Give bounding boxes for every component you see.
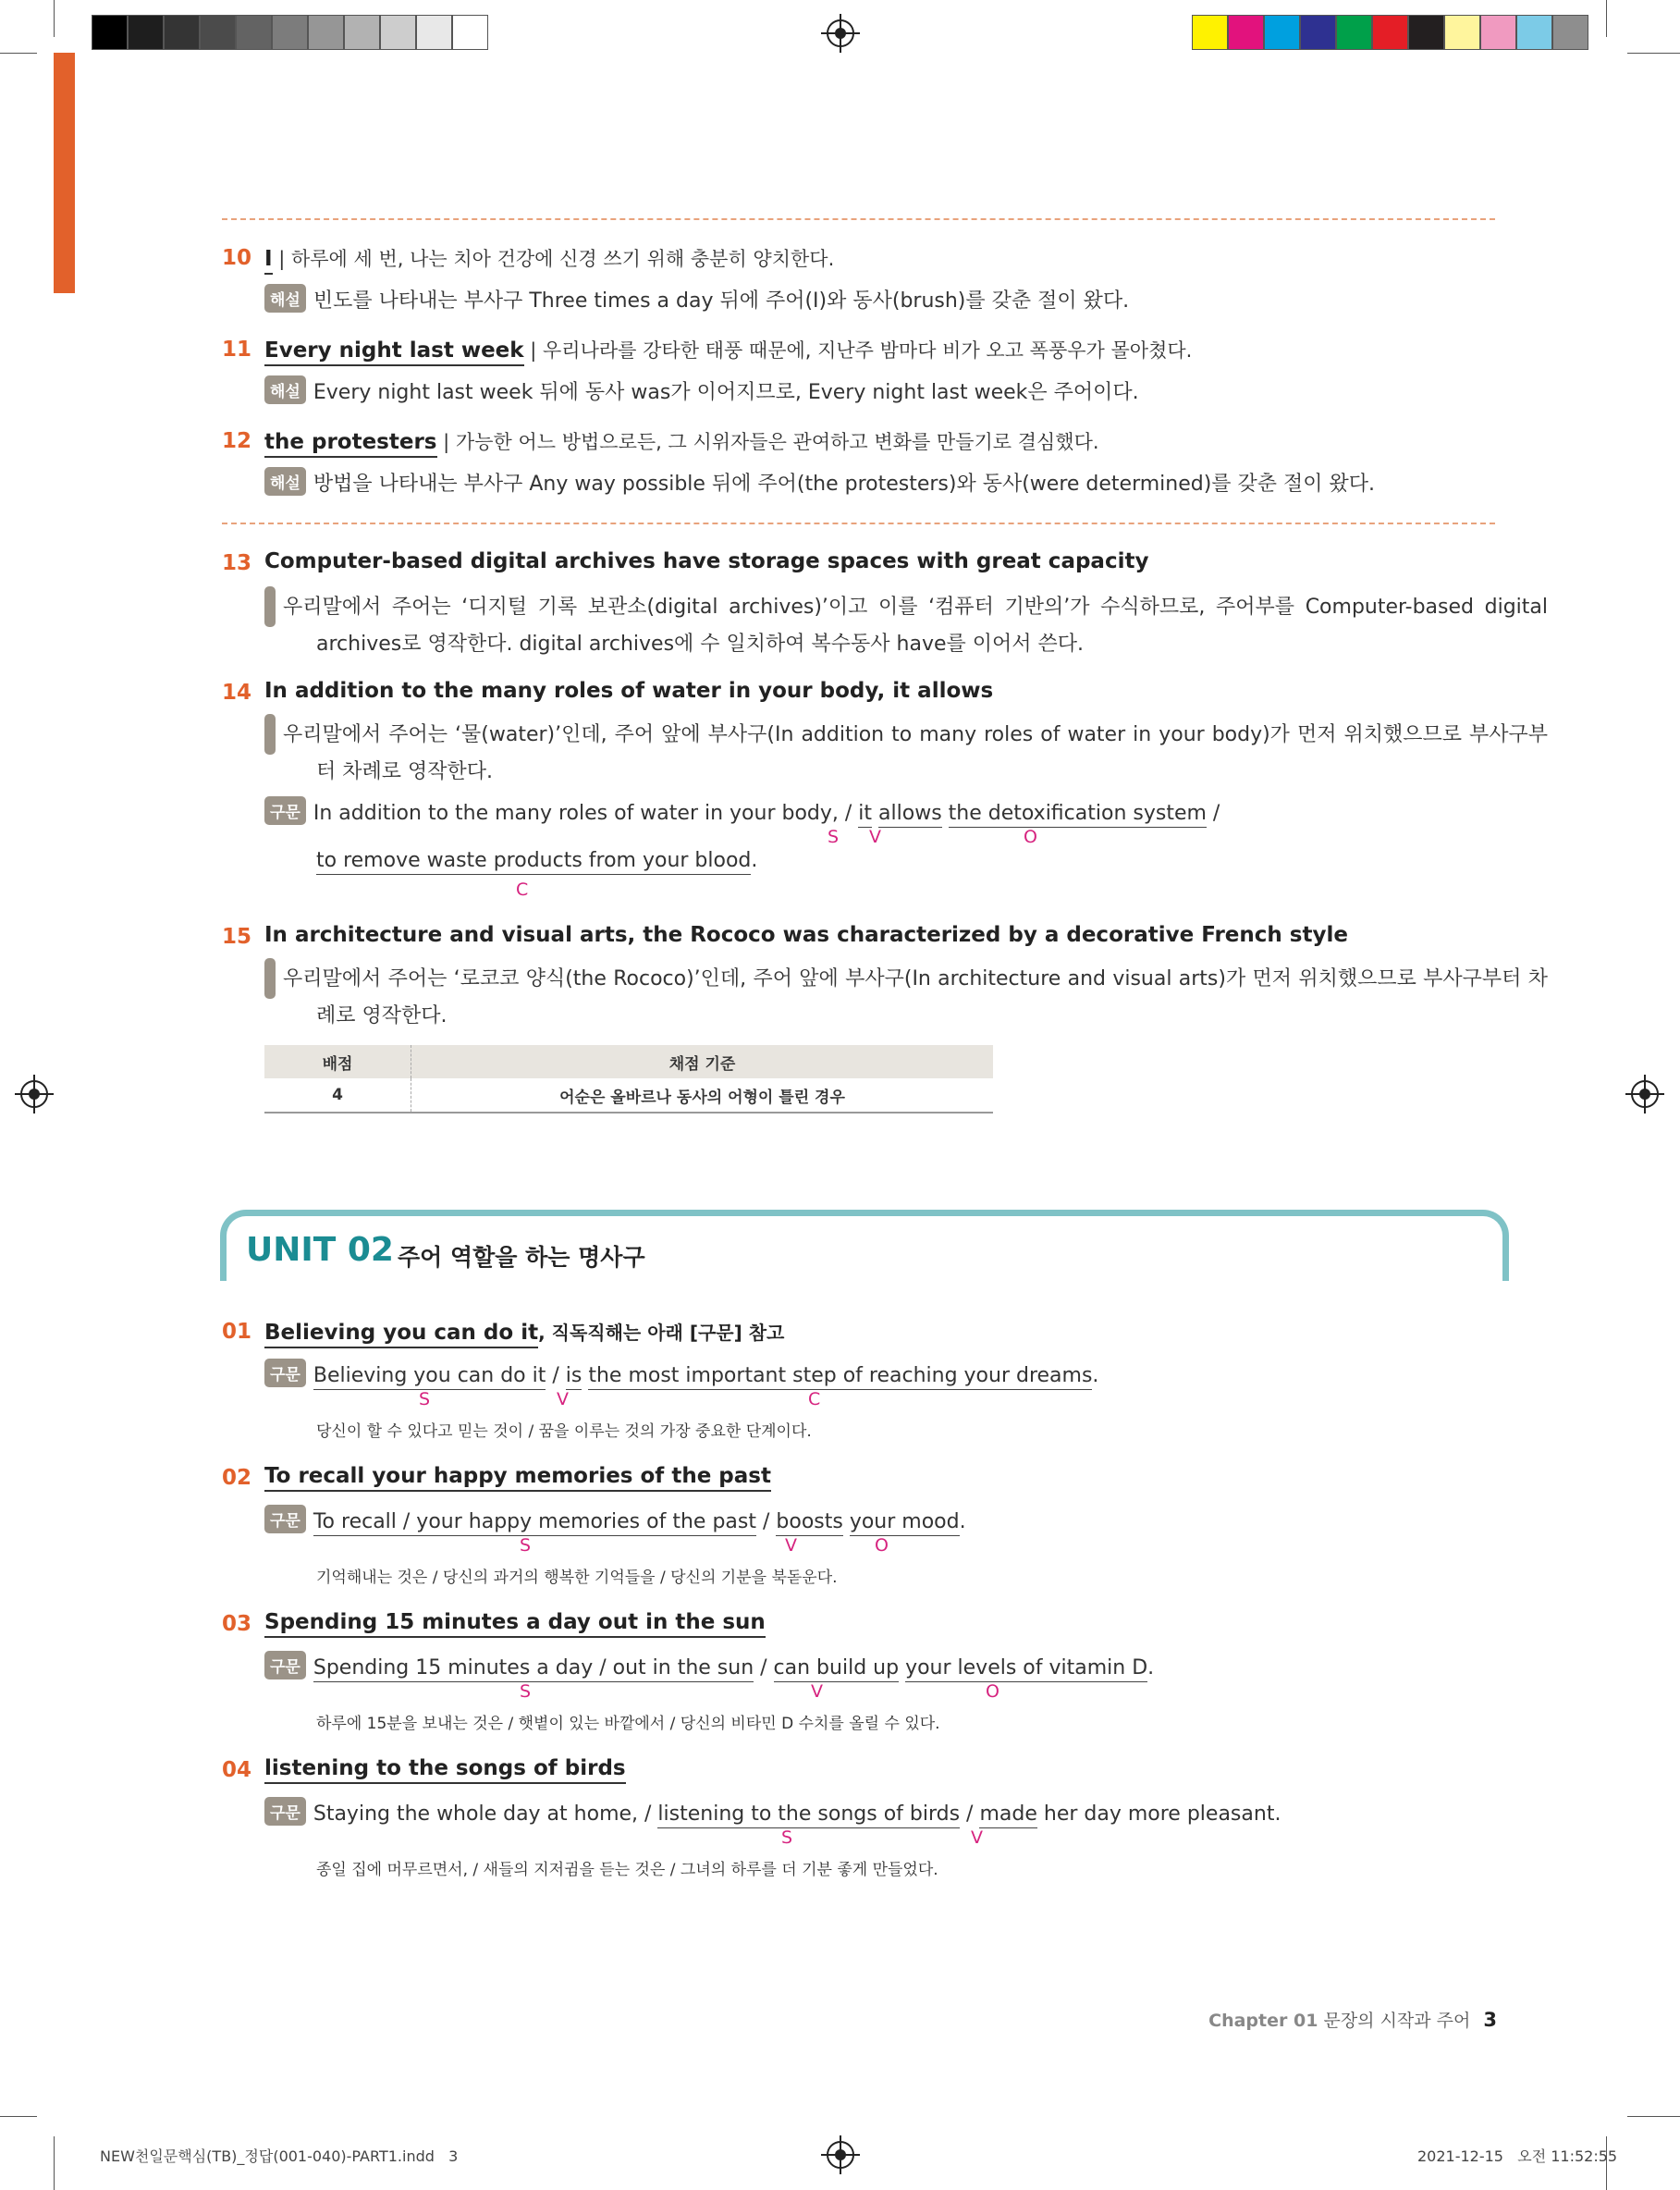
item-number: 02: [222, 1466, 252, 1490]
color-swatch: [128, 15, 164, 50]
chapter-title: 문장의 시작과 주어: [1318, 2011, 1471, 2031]
table-cell: 4: [264, 1078, 411, 1113]
print-timestamp: 2021-12-15 오전 11:52:55: [1417, 2147, 1618, 2165]
color-swatch: [380, 15, 416, 50]
answer-text: Believing you can do it: [264, 1321, 538, 1348]
table-cell: 어순은 올바르나 동사의 어형이 틀린 경우: [411, 1078, 994, 1113]
registration-mark-icon: [20, 1080, 48, 1108]
subject-segment: Spending 15 minutes a day / out in the sun: [313, 1656, 754, 1682]
explanation-text: 우리말에서 주어는 ‘디지털 기록 보관소(digital archives)’이고 이를 ‘컴퓨터 기반의’가 수식하므로, 주어부를 Computer-based digital archives로 영작한다. digital archives에 수 일치하여 복수동사 have를 이어서 쓴다.: [283, 596, 1548, 656]
structure-line: [264, 1359, 1098, 1387]
verb-segment: allows: [878, 802, 942, 828]
subject-segment: it: [858, 802, 872, 828]
explanation-tag: 해설: [264, 284, 306, 313]
answer-text: I: [264, 247, 273, 275]
color-swatch: [344, 15, 380, 50]
structure-segment: Staying the whole day at home, /: [313, 1802, 658, 1826]
structure-segment: In addition to the many roles of water in your body, /: [313, 802, 859, 825]
item-number: 03: [222, 1612, 252, 1636]
color-swatch: [92, 15, 128, 50]
structure-tag: 구문: [264, 1797, 306, 1826]
answer-line: [264, 923, 1348, 947]
chapter-footer: [1208, 2007, 1497, 2032]
label-verb: V: [785, 1535, 797, 1556]
crop-mark: [0, 2116, 37, 2117]
structure-segment: .: [751, 849, 758, 872]
item-number: 14: [222, 681, 252, 705]
verb-segment: can build up: [774, 1656, 900, 1682]
object-segment: your mood: [850, 1510, 960, 1536]
explanation-text: Every night last week 뒤에 동사 was가 이어지므로, Every night last week은 주어이다.: [313, 381, 1139, 404]
color-swatch: [1408, 15, 1444, 50]
slash: /: [546, 1364, 566, 1387]
item-number: 13: [222, 551, 252, 575]
answer-line: [264, 1610, 766, 1634]
explanation-block: [218, 958, 1548, 1034]
scoring-table: [264, 1045, 993, 1113]
answer-note: , 직독직해는 아래 [구문] 참고: [538, 1322, 785, 1344]
crop-mark: [1627, 53, 1680, 54]
translation: 종일 집에 머무르면서, / 새들의 지저귐을 듣는 것은 / 그녀의 하루를 더 기분 좋게 만들었다.: [316, 1861, 938, 1879]
registration-mark-icon: [1631, 1080, 1659, 1108]
answer-line: [264, 244, 834, 272]
structure-line: [264, 1651, 1154, 1679]
answer-text: Computer-based digital archives have storage spaces with great capacity: [264, 549, 1149, 573]
slash: /: [755, 1510, 777, 1533]
crop-mark: [54, 0, 55, 37]
registration-mark-icon: [827, 19, 854, 47]
period: .: [1147, 1656, 1155, 1679]
answer-line: [264, 1756, 626, 1780]
complement-segment: the most important step of reaching your dreams: [588, 1364, 1092, 1390]
unit-title: UNIT 02: [246, 1231, 394, 1269]
explanation-text: 빈도를 나타내는 부사구 Three times a day 뒤에 주어(I)와 동사(brush)를 갖춘 절이 왔다.: [313, 289, 1130, 313]
item-number: 01: [222, 1320, 252, 1344]
answer-line: [264, 679, 993, 703]
object-segment: the detoxification system: [949, 802, 1207, 828]
crop-mark: [54, 2136, 55, 2190]
label-verb: V: [869, 827, 881, 847]
answer-text: listening to the songs of birds: [264, 1756, 626, 1784]
item-number: 15: [222, 925, 252, 949]
verb-segment: boosts: [776, 1510, 842, 1536]
color-swatch: [308, 15, 344, 50]
object-segment: your levels of vitamin D: [905, 1656, 1147, 1682]
structure-line: [264, 796, 1220, 825]
translation: | 가능한 어느 방법으로든, 그 시위자들은 관여하고 변화를 만들기로 결심했다.: [436, 431, 1099, 453]
answer-text: Every night last week: [264, 338, 524, 366]
label-subject: S: [828, 827, 840, 847]
explanation-tag: 해설: [264, 467, 306, 496]
structure-segment: her day more pleasant.: [1036, 1802, 1281, 1826]
translation: 하루에 15분을 보내는 것은 / 햇볕이 있는 바깥에서 / 당신의 비타민 D 수치를 올릴 수 있다.: [316, 1715, 940, 1733]
item-number: 10: [222, 246, 252, 270]
explanation-text: 우리말에서 주어는 ‘물(water)’인데, 주어 앞에 부사구(In addition to many roles of water in your body)가 먼저 위치했으므로 부사구부터 차례로 영작한다.: [283, 723, 1548, 783]
chapter-label: Chapter 01: [1208, 2011, 1318, 2031]
answer-line: [264, 336, 1192, 363]
slash: /: [754, 1656, 774, 1679]
section-divider: [222, 523, 1495, 524]
unit-subtitle: 주어 역할을 하는 명사구: [398, 1244, 645, 1271]
column-header: 채점 기준: [411, 1045, 994, 1078]
item-number: 12: [222, 429, 252, 453]
color-swatch: [1552, 15, 1588, 50]
print-file-name: NEW천일문핵심(TB)_정답(001-040)-PART1.indd 3: [100, 2147, 459, 2165]
label-subject: S: [781, 1827, 793, 1848]
color-swatch: [1516, 15, 1552, 50]
table-header-row: [264, 1045, 993, 1078]
answer-line: [264, 1318, 784, 1345]
explanation-tag: 해설: [264, 714, 276, 755]
color-swatch: [1300, 15, 1336, 50]
structure-line: [264, 1505, 966, 1533]
color-swatch: [272, 15, 308, 50]
explanation-line: [264, 284, 1129, 314]
crop-mark: [1606, 0, 1607, 37]
translation: | 우리나라를 강타한 태풍 때문에, 지난주 밤마다 비가 오고 폭풍우가 몰아쳤다.: [523, 339, 1193, 362]
label-complement: C: [808, 1389, 821, 1409]
subject-segment: listening to the songs of birds: [657, 1802, 960, 1828]
color-swatch: [1444, 15, 1480, 50]
translation: 기억해내는 것은 / 당신의 과거의 행복한 기억들을 / 당신의 기분을 북돋운다.: [316, 1569, 838, 1587]
section-divider: [222, 218, 1495, 220]
label-object: O: [875, 1535, 889, 1556]
color-swatch: [1480, 15, 1516, 50]
explanation-tag: 해설: [264, 586, 276, 627]
structure-tag: 구문: [264, 1651, 306, 1679]
explanation-tag: 해설: [264, 375, 306, 404]
structure-line: [264, 1797, 1281, 1826]
color-swatch: [1264, 15, 1300, 50]
label-complement: C: [516, 880, 529, 900]
answer-text: In addition to the many roles of water in your body, it allows: [264, 679, 994, 703]
color-swatch: [200, 15, 236, 50]
subject-segment: Believing you can do it: [313, 1364, 546, 1390]
structure-segment: /: [1206, 802, 1220, 825]
structure-tag: 구문: [264, 1359, 306, 1387]
translation: | 하루에 세 번, 나는 치아 건강에 신경 쓰기 위해 충분히 양치한다.: [272, 248, 835, 270]
label-verb: V: [557, 1389, 569, 1409]
color-swatch: [416, 15, 452, 50]
explanation-tag: 해설: [264, 958, 276, 999]
color-swatch: [1336, 15, 1372, 50]
explanation-block: [218, 714, 1548, 790]
label-verb: V: [971, 1827, 983, 1848]
color-swatch: [164, 15, 200, 50]
crop-mark: [1627, 2116, 1680, 2117]
explanation-block: [218, 586, 1548, 662]
item-number: 04: [222, 1758, 252, 1782]
complement-segment: to remove waste products from your blood: [316, 849, 751, 875]
slash: /: [960, 1802, 980, 1826]
table-row: [264, 1078, 993, 1113]
answer-text: Spending 15 minutes a day out in the sun: [264, 1610, 766, 1638]
translation: 당신이 할 수 있다고 믿는 것이 / 꿈을 이루는 것의 가장 중요한 단계이다.: [316, 1422, 812, 1441]
label-subject: S: [419, 1389, 431, 1409]
period: .: [1092, 1364, 1099, 1387]
structure-tag: 구문: [264, 1505, 306, 1533]
answer-line: [264, 427, 1099, 455]
color-swatch: [1372, 15, 1408, 50]
explanation-text: 우리말에서 주어는 ‘로코코 양식(the Rococo)’인데, 주어 앞에 부사구(In architecture and visual arts)가 먼저 위치했으므로 부사구부터 차례로 영작한다.: [283, 967, 1548, 1027]
structure-line: [316, 849, 757, 872]
verb-segment: is: [566, 1364, 582, 1390]
explanation-line: [264, 467, 1375, 497]
chapter-tab-marker: [54, 53, 75, 293]
crop-mark: [0, 53, 37, 54]
color-swatch: [236, 15, 272, 50]
item-number: 11: [222, 338, 252, 362]
label-verb: V: [811, 1681, 823, 1702]
explanation-text: 방법을 나타내는 부사구 Any way possible 뒤에 주어(the protesters)와 동사(were determined)를 갖춘 절이 왔다.: [313, 473, 1376, 496]
period: .: [959, 1510, 966, 1533]
color-swatch: [1228, 15, 1264, 50]
color-swatch: [1192, 15, 1228, 50]
answer-text: In architecture and visual arts, the Rococo was characterized by a decorative French style: [264, 923, 1348, 947]
answer-text: To recall your happy memories of the past: [264, 1464, 771, 1492]
page-number: 3: [1483, 2009, 1497, 2031]
answer-text: the protesters: [264, 430, 437, 458]
answer-line: [264, 1464, 771, 1488]
verb-segment: made: [979, 1802, 1036, 1828]
label-subject: S: [520, 1681, 532, 1702]
explanation-line: [264, 375, 1139, 405]
column-header: 배점: [264, 1045, 411, 1078]
label-object: O: [1024, 827, 1037, 847]
answer-line: [264, 549, 1148, 573]
structure-tag: 구문: [264, 796, 306, 825]
label-object: O: [986, 1681, 999, 1702]
color-swatch: [452, 15, 488, 50]
registration-mark-icon: [827, 2141, 854, 2169]
label-subject: S: [520, 1535, 532, 1556]
subject-segment: To recall / your happy memories of the past: [313, 1510, 756, 1536]
